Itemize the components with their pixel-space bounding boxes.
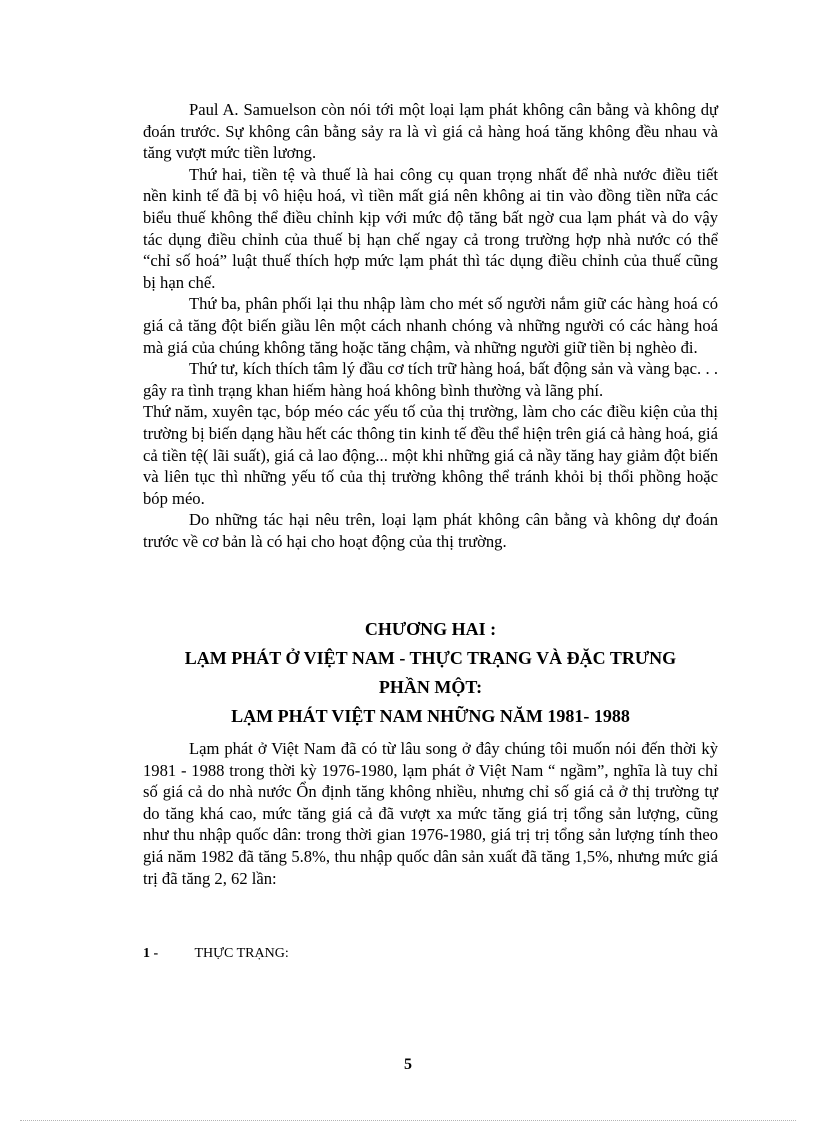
section-label: THỰC TRẠNG: [194,946,289,961]
chapter-title: LẠM PHÁT Ở VIỆT NAM - THỰC TRẠNG VÀ ĐẶC TRƯNG [184,648,677,668]
body-text-top [143,99,718,552]
paragraph-thu-ba: Thứ ba, phân phối lại thu nhập làm cho mét số người nắm giữ các hàng hoá có giá cả tăng đột biến giầu lên một cách nhanh chóng và những người có các hàng hoá mà giá của chúng không tăng hoặc tăng chậm, và những người giữ tiền bị nghèo đi. [143,294,718,357]
section-heading [143,944,289,964]
paragraph-samuelson: Paul A. Samuelson còn nói tới một loại lạm phát không cân bằng và không dự đoán trước. Sự không cân bằng sảy ra là vì giá cả hàng hoá tăng không đều nhau và tăng vượt mức tiền lương. [143,100,718,163]
chapter-number: CHƯƠNG HAI : [364,619,497,639]
page-number: 5 [404,1056,412,1073]
paragraph-thu-nam: Thứ năm, xuyên tạc, bóp méo các yếu tố của thị trường, làm cho các điều kiện của thị trường bị biến dạng hầu hết các thông tin kinh tế đều thể hiện trên giá cả hàng hoá, giá cả tiền tệ( lãi suất), giá cả lao động... một khi những giá cả nầy tăng hay giảm đột biến và liên tục thì những yếu tố của thị trường không thể tránh khỏi bị thổi phồng hoặc bóp méo. [143,402,718,508]
part-title: LẠM PHÁT VIỆT NAM NHỮNG NĂM 1981- 1988 [231,706,630,726]
part-number: PHẦN MỘT: [378,677,483,697]
paragraph-thu-hai: Thứ hai, tiền tệ và thuế là hai công cụ quan trọng nhất để nhà nước điều tiết nền kinh tế đã bị vô hiệu hoá, vì tiền mất giá nên không ai tin vào đồng tiền nữa các biểu thuế không thể điều chỉnh kịp với mức độ tăng bất ngờ cua lạm phát và do vậy tác dụng điều chỉnh của thuế bị hạn chế ngay cả trong trường hợp nhà nước có thể “chỉ số hoá” luật thuế thích hợp mức lạm phát thì tác dụng điều chỉnh của thuế cũng bị hạn chế. [143,164,718,292]
paragraph-intro-1981-1988: Lạm phát ở Việt Nam đã có từ lâu song ở đây chúng tôi muốn nói đến thời kỳ 1981 - 1988 trong thời kỳ 1976-1980, lạm phát ở Việt Nam “ ngầm”, nghĩa là tuy chỉ số giá cả do nhà nước Ổn định tăng không nhiều, nhưng chỉ số giá cả ở thị trường tự do tăng khá cao, mức tăng giá cả đã vượt xa mức tăng giá trị tổng sản lượng, cũng như thu nhập quốc dân: trong thời gian 1976-1980, giá trị trị tổng sản lượng tính theo giá năm 1982 đã tăng 5.8%, thu nhập quốc dân sản xuất đã tăng 1,5%, nhưng mức giá trị đã tăng 2, 62 lần: [143,739,718,888]
section-number: 1 - [143,946,159,961]
body-text-bottom [143,738,718,889]
paragraph-thu-tu: Thứ tư, kích thích tâm lý đầu cơ tích trữ hàng hoá, bất động sản và vàng bạc. . . gây ra tình trạng khan hiếm hàng hoá không bình thường và lãng phí. [143,359,718,400]
paragraph-conclusion: Do những tác hại nêu trên, loại lạm phát không cân bằng và không dự đoán trước về cơ bản là có hại cho hoạt động của thị trường. [143,510,718,551]
footer-divider [20,1120,796,1121]
chapter-heading [143,615,718,731]
